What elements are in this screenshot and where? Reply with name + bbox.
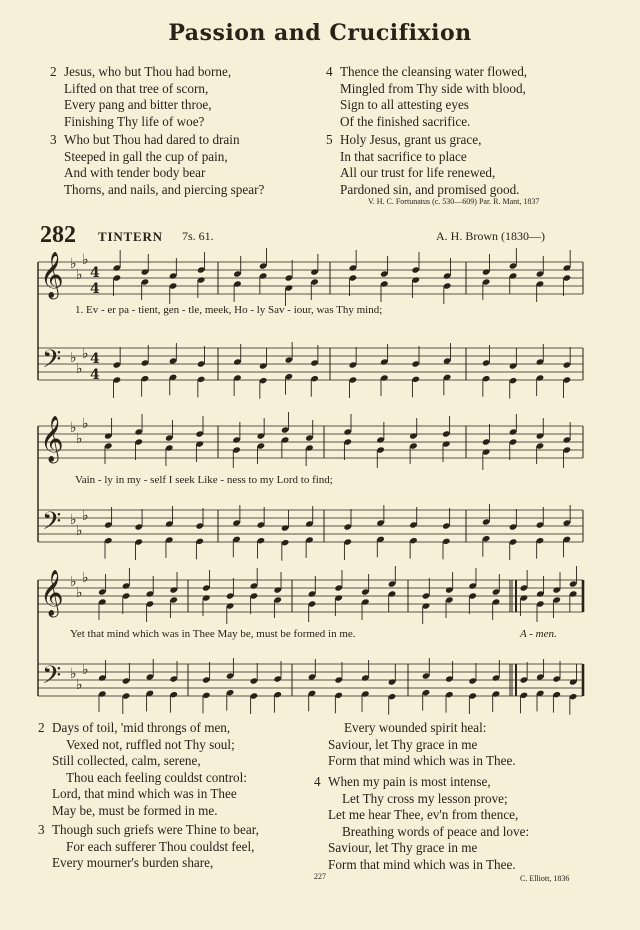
treble-clef: 𝄞 (40, 416, 64, 462)
stanza-line: Thence the cleansing water flowed, (340, 64, 528, 79)
flat-sign: ♭ (70, 256, 77, 272)
flat-sign: ♭ (76, 361, 83, 377)
page-number: 227 (314, 872, 326, 881)
meter: 7s. 61. (182, 229, 214, 243)
amen-lyric: A - men. (520, 628, 557, 640)
page-title: Passion and Crucifixion (168, 20, 472, 46)
stanza-number: 3 (38, 822, 45, 837)
stanza-line: For each sufferer Thou couldst feel, (66, 838, 255, 854)
flat-sign: ♭ (82, 252, 89, 268)
stanza-number: 2 (50, 64, 57, 79)
flat-sign: ♭ (82, 570, 89, 586)
stanza-number: 4 (326, 64, 333, 79)
stanza-line: Every mourner's burden share, (52, 855, 214, 871)
stanza-line: Steeped in gall the cup of pain, (64, 148, 228, 164)
bass-clef: 𝄢 (42, 507, 62, 542)
tune-name: TINTERN (98, 229, 163, 244)
stanza-line: Still collected, calm, serene, (52, 753, 201, 769)
lyric-line-2: Vain - ly in my - self I seek Like - ness to my Lord to find; (75, 474, 333, 486)
stanza-line: Saviour, let Thy grace in me (328, 736, 478, 752)
time-signature: 4 (90, 281, 100, 297)
stanza-number: 5 (326, 132, 333, 147)
stanza-line: In that sacrifice to place (340, 148, 467, 164)
lyric-line-3: Yet that mind which was in Thee May be, must be formed in me. (70, 628, 356, 640)
stanza-line: Lord, that mind which was in Thee (52, 786, 237, 802)
stanza-line: When my pain is most intense, (328, 774, 491, 789)
composer: A. H. Brown (1830—) (436, 229, 545, 243)
stanza-line: All our trust for life renewed, (340, 165, 496, 181)
stanza-number: 3 (50, 132, 57, 147)
stanza-line: Let me hear Thee, ev'n from thence, (328, 807, 519, 823)
stanza-2-bottom (38, 720, 247, 820)
stanza-line: And with tender body bear (64, 165, 206, 181)
bass-clef: 𝄢 (42, 661, 62, 696)
stanza-line: Jesus, who but Thou had borne, (64, 64, 232, 79)
stanza-line: Of the finished sacrifice. (340, 113, 471, 129)
treble-clef: 𝄞 (40, 570, 64, 616)
text-credit: V. H. C. Fortunatus (c. 530—609) Par. R. Mant, 1837 (368, 197, 540, 206)
flat-sign: ♭ (70, 512, 77, 528)
flat-sign: ♭ (76, 431, 83, 447)
stanza-line: Thou each feeling couldst control: (66, 769, 247, 785)
hymn-number: 282 (40, 222, 76, 248)
flat-sign: ♭ (82, 662, 89, 678)
flat-sign: ♭ (70, 666, 77, 682)
stanza-line: Thorns, and nails, and piercing spear? (64, 181, 265, 197)
bass-clef: 𝄢 (42, 345, 62, 380)
stanza-line: Breathing words of peace and love: (342, 823, 530, 839)
flat-sign: ♭ (82, 508, 89, 524)
stanza-number: 4 (314, 774, 321, 789)
stanza-line: Sign to all attesting eyes (340, 97, 469, 113)
flat-sign: ♭ (70, 574, 77, 590)
flat-sign: ♭ (82, 416, 89, 432)
time-signature: 4 (90, 367, 100, 383)
stanza-line: Days of toil, 'mid throngs of men, (52, 720, 231, 735)
stanza-line: Though such griefs were Thine to bear, (52, 822, 259, 837)
stanza-line: Who but Thou had dared to drain (64, 132, 240, 147)
stanza-line: Form that mind which was in Thee. (328, 753, 516, 769)
stanza-line: Lifted on that tree of scorn, (64, 80, 209, 96)
stanza-line: Saviour, let Thy grace in me (328, 840, 478, 856)
flat-sign: ♭ (82, 346, 89, 362)
stanza-3-bottom (38, 822, 259, 872)
flat-sign: ♭ (76, 523, 83, 539)
stanza-line: Finishing Thy life of woe? (64, 113, 205, 129)
treble-clef: 𝄞 (40, 252, 64, 298)
flat-sign: ♭ (70, 350, 77, 366)
flat-sign: ♭ (76, 585, 83, 601)
stanza-3-continued (328, 720, 516, 770)
lyric-line-1: 1. Ev - er pa - tient, gen - tle, meek, Ho - ly Sav - iour, was Thy mind; (75, 304, 383, 316)
time-signature: 4 (90, 351, 100, 367)
stanza-line: Vexed not, ruffled not Thy soul; (66, 736, 235, 752)
stanza-line: Let Thy cross my lesson prove; (342, 790, 508, 806)
stanza-line: Holy Jesus, grant us grace, (340, 132, 482, 147)
flat-sign: ♭ (76, 267, 83, 283)
stanza-number: 2 (38, 720, 45, 735)
stanza-line: Mingled from Thy side with blood, (340, 80, 526, 96)
stanza-line: Form that mind which was in Thee. (328, 856, 516, 872)
time-signature: 4 (90, 265, 100, 281)
stanza-line: Every pang and bitter throe, (64, 97, 212, 113)
stanza-line: Pardoned sin, and promised good. (340, 181, 520, 197)
stanza-4-bottom (314, 774, 529, 874)
flat-sign: ♭ (76, 677, 83, 693)
stanza-line: May be, must be formed in me. (52, 802, 218, 818)
stanza-line: Every wounded spirit heal: (344, 720, 487, 735)
text-credit-2: C. Elliott, 1836 (520, 874, 570, 883)
flat-sign: ♭ (70, 420, 77, 436)
